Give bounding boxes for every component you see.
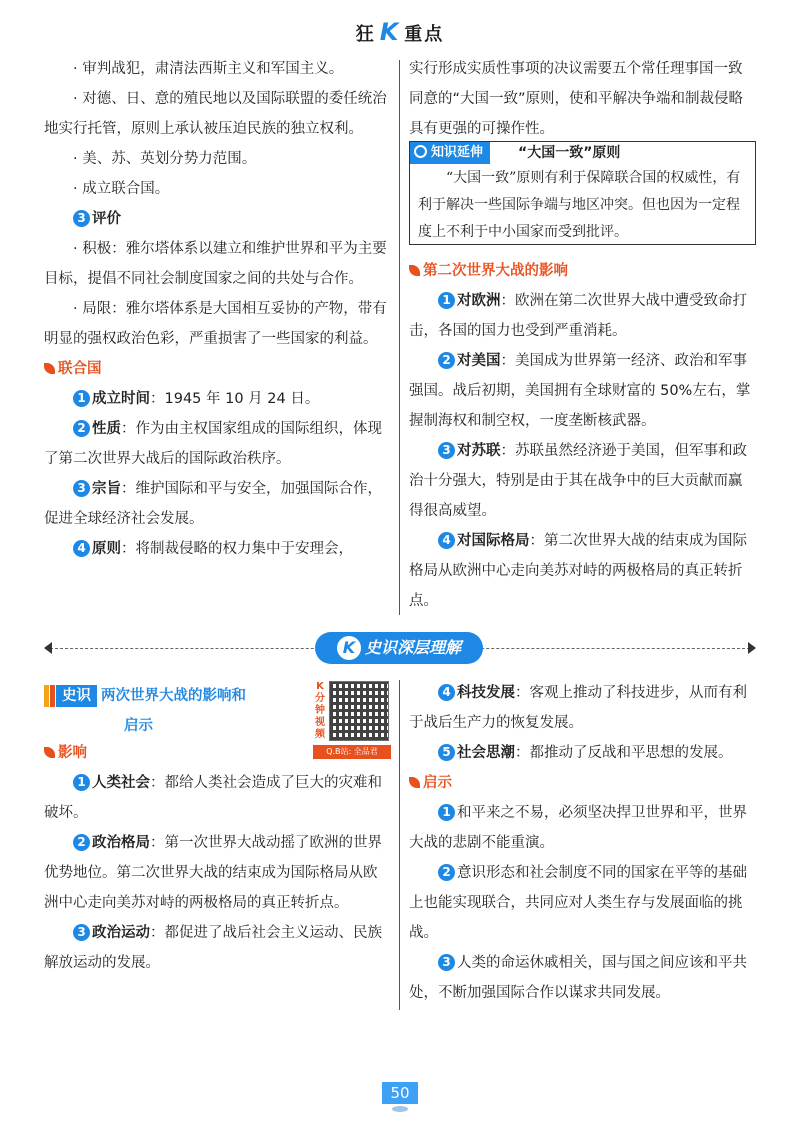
number-badge: 1 [438, 292, 455, 309]
triangle-right-icon [748, 642, 756, 654]
shishi-label: 史识 [56, 685, 97, 707]
extension-body: “大国一致”原则有利于保障联合国的权威性，有利于解决一些国际争端与地区冲突。但也因为一定程度上不利于中小国家而受到批评。 [418, 170, 741, 240]
section-heading-insight: 启示 [409, 768, 756, 798]
ww2-impact-section [409, 256, 756, 616]
shishi-title-line2: 启示 [124, 718, 153, 734]
number-badge: 3 [438, 442, 455, 459]
list-item: · 美、苏、英划分势力范围。 [73, 151, 257, 167]
un-item: 3 宗旨：维护国际和平与安全，加强国际合作，促进全球经济社会发展。 [44, 481, 382, 527]
number-badge: 3 [73, 924, 90, 941]
leaf-icon [409, 265, 420, 276]
impact-item: 2 政治格局：第一次世界大战动摇了欧洲的世界优势地位。第二次世界大战的结束成为国际格局从欧洲中心走向美苏对峙的两极格局的真正转折点。 [44, 835, 382, 911]
un-item: 4 原则：将制裁侵略的权力集中于安理会， [44, 534, 390, 564]
leaf-icon [44, 363, 55, 374]
insight-item: 2 意识形态和社会制度不同的国家在平等的基础上也能实现联合，共同应对人类生存与发展面临的挑战。 [409, 865, 747, 941]
ww2-item: 2 对美国：美国成为世界第一经济、政治和军事强国。战后初期，美国拥有全球财富的 50%左右，掌握制海权和制空权，一度垄断核武器。 [409, 353, 751, 429]
insight-item: 3 人类的命运休戚相关，国与国之间应该和平共处，不断加强国际合作以谋求共同发展。 [409, 955, 747, 1001]
qr-video-label: K分钟视频 [315, 681, 325, 740]
top-left-column [44, 54, 390, 564]
page-number: 50 [382, 1082, 418, 1104]
page-decoration-icon [392, 1106, 408, 1112]
qr-code-icon[interactable] [329, 681, 389, 741]
eval-heading [44, 204, 390, 234]
number-badge: 1 [73, 774, 90, 791]
header-text-pre: 狂 [355, 24, 376, 45]
section-heading-ww2: 第二次世界大战的影响 [409, 256, 756, 286]
list-item: · 成立联合国。 [73, 181, 170, 197]
knowledge-extension-box [409, 141, 756, 245]
ww2-item: 1 对欧洲：欧洲在第二次世界大战中遭受致命打击，各国的国力也受到严重消耗。 [409, 293, 747, 339]
insight-item: 1 和平来之不易，必须坚决捍卫世界和平，世界大战的悲剧不能重演。 [409, 805, 747, 851]
extension-tag: 知识延伸 [410, 142, 490, 164]
eval-positive: · 积极：雅尔塔体系以建立和维护世界和平为主要目标，提倡不同社会制度国家之间的共处与合作。 [44, 241, 387, 287]
un-principle-cont: 实行形成实质性事项的决议需要五个常任理事国一致同意的“大国一致”原则，使和平解决争端和制裁侵略具有更强的可操作性。 [409, 61, 744, 137]
triangle-left-icon [44, 642, 52, 654]
section-heading-impact: 影响 [44, 738, 390, 768]
leaf-icon [44, 747, 55, 758]
shishi-heading [44, 685, 246, 707]
number-badge: 1 [73, 390, 90, 407]
number-badge: 4 [438, 684, 455, 701]
number-badge: 2 [438, 352, 455, 369]
section-banner: K 史识深层理解 [315, 632, 483, 664]
impact-item: 3 政治运动：都促进了战后社会主义运动、民族解放运动的发展。 [44, 925, 382, 971]
number-badge: 4 [73, 540, 90, 557]
list-item: · 对德、日、意的殖民地以及国际联盟的委任统治地实行托管，原则上承认被压迫民族的独立权利。 [44, 91, 387, 137]
number-badge: 4 [438, 532, 455, 549]
ww2-item: 4 对国际格局：第二次世界大战的结束成为国际格局从欧洲中心走向美苏对峙的两极格局的真正转折点。 [409, 533, 747, 609]
list-item: · 审判战犯，肃清法西斯主义和军国主义。 [73, 61, 344, 77]
clock-icon [414, 145, 427, 158]
number-badge: 3 [73, 480, 90, 497]
column-divider-bottom [399, 680, 400, 1010]
page-header [0, 18, 800, 46]
eval-title: 评价 [92, 211, 121, 227]
header-text-post: 重点 [404, 24, 445, 45]
un-item: 1 成立时间：1945 年 10 月 24 日。 [44, 384, 390, 414]
number-badge: 5 [438, 744, 455, 761]
number-badge: 2 [73, 834, 90, 851]
leaf-icon [409, 777, 420, 788]
shishi-title-line1: 两次世界大战的影响和 [101, 688, 246, 704]
number-badge: 3 [73, 210, 90, 227]
book-icon-stripe [50, 685, 55, 707]
impact-item: 5 社会思潮：都推动了反战和平思想的发展。 [409, 738, 756, 768]
impact-item: 1 人类社会：都给人类社会造成了巨大的灾难和破坏。 [44, 775, 382, 821]
book-icon [44, 685, 49, 707]
extension-title: “大国一致”原则 [518, 145, 621, 161]
un-item: 2 性质：作为由主权国家组成的国际组织，体现了第二次世界大战后的国际政治秩序。 [44, 421, 382, 467]
header-k-logo: K [379, 18, 401, 46]
section-heading-un: 联合国 [44, 354, 390, 384]
bottom-left-column [44, 738, 390, 978]
impact-item: 4 科技发展：客观上推动了科技进步，从而有利于战后生产力的恢复发展。 [409, 685, 747, 731]
number-badge: 2 [438, 864, 455, 881]
qr-note: Q.B站: 全品君 [313, 745, 391, 759]
ww2-item: 3 对苏联：苏联虽然经济逊于美国，但军事和政治十分强大，特别是由于其在战争中的巨大贡献而赢得很高威望。 [409, 443, 747, 519]
eval-negative: · 局限：雅尔塔体系是大国相互妥协的产物，带有明显的强权政治色彩，严重损害了一些国家的利益。 [44, 301, 387, 347]
k-logo-icon: K [337, 636, 361, 660]
number-badge: 3 [438, 954, 455, 971]
column-divider-top [399, 60, 400, 615]
number-badge: 2 [73, 420, 90, 437]
number-badge: 1 [438, 804, 455, 821]
bottom-right-column [409, 678, 756, 1008]
top-right-column [409, 54, 756, 144]
